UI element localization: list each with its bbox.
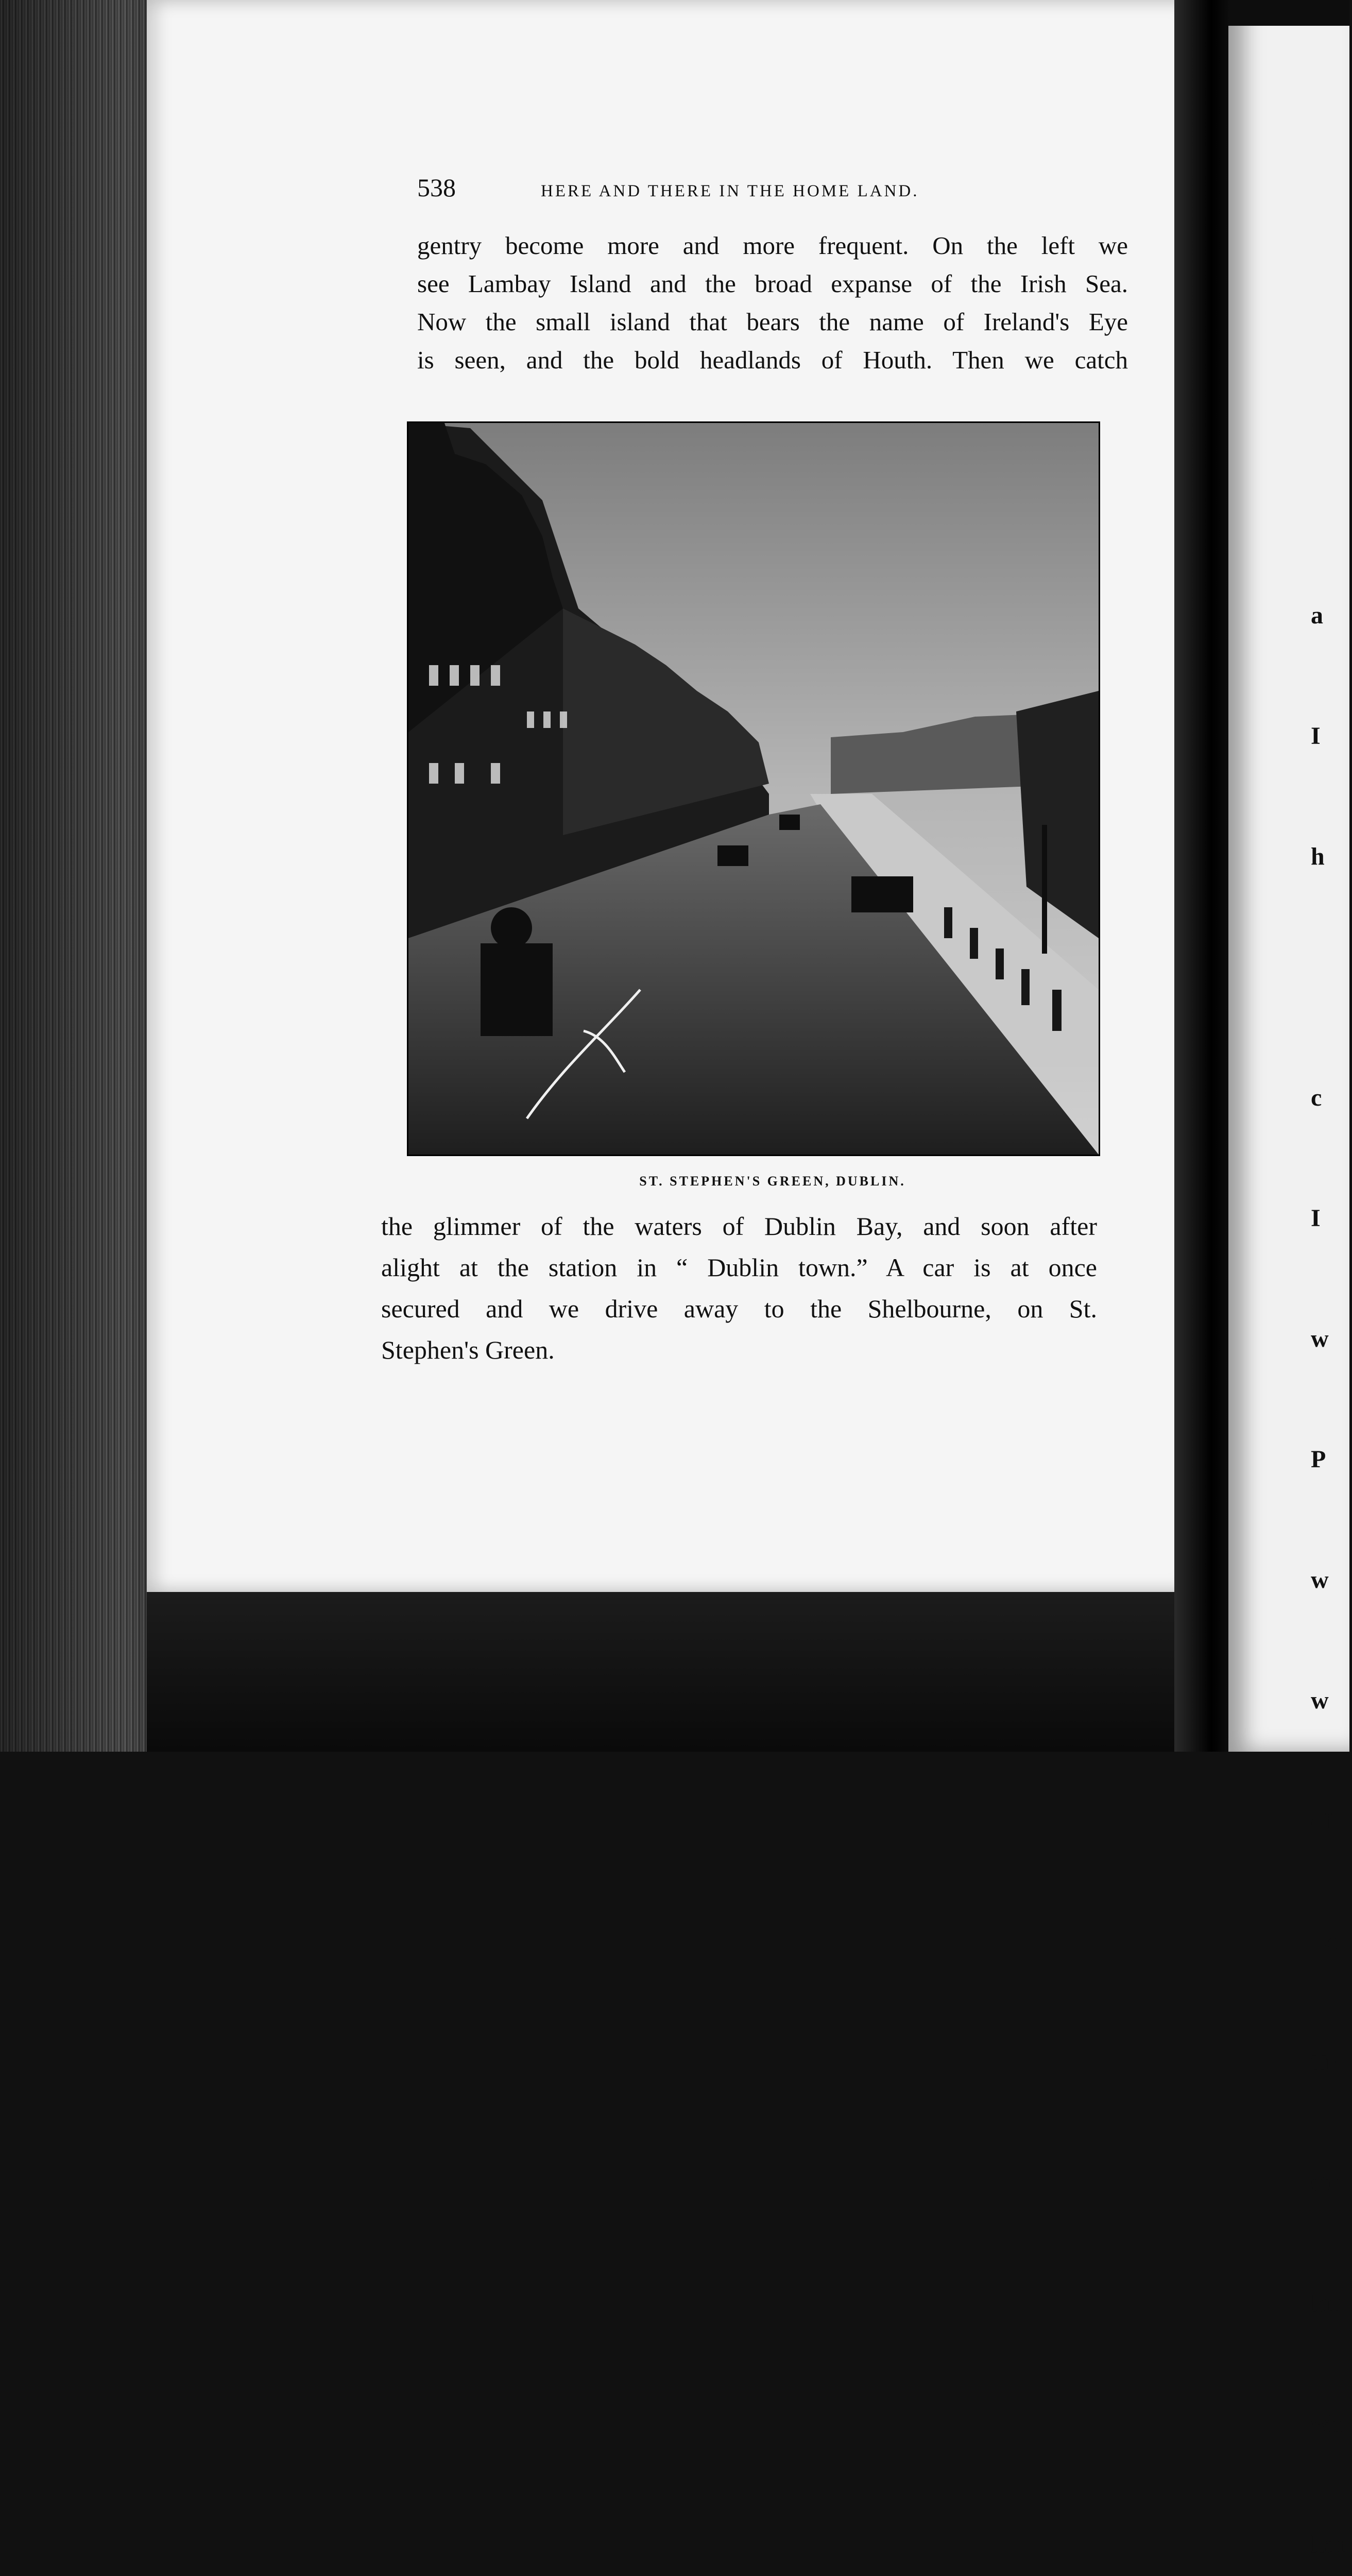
text-line: Stephen's Green. <box>381 1335 555 1364</box>
fragment-line: har <box>1311 2531 1348 2558</box>
fragment-line: of <box>1311 1807 1331 1835</box>
text-line: the glimmer of the waters of Dublin Bay, and soon after <box>381 1212 1097 1241</box>
body-text-top <box>417 227 1128 379</box>
fragment-line: w <box>1311 1687 1329 1714</box>
fragment-line: sto <box>1311 2169 1341 2196</box>
fragment-line: w <box>1311 1566 1329 1594</box>
body-text-bottom <box>381 1206 1097 1370</box>
photograph-st-stephens-green <box>407 421 1100 1156</box>
facing-page-text-fragments <box>1311 515 1352 2576</box>
fragment-line <box>1311 957 1352 997</box>
fragment-line: Tr <box>1311 2048 1337 2076</box>
running-title: HERE AND THERE IN THE HOME LAND. <box>541 182 919 200</box>
text-line: Now the small island that bears the name of Ireland's Eye <box>417 308 1128 336</box>
fragment-line: c <box>1311 1084 1322 1111</box>
page-bottom-shadow <box>147 1592 1208 1752</box>
fragment-line: lar <box>1311 2290 1341 2317</box>
street-scene-illustration <box>408 423 1099 1155</box>
text-line: see Lambay Island and the broad expanse of the Irish Sea. <box>417 269 1128 298</box>
fragment-line: h <box>1311 843 1325 870</box>
facing-page-top-shadow <box>1228 0 1349 26</box>
page-header <box>417 173 1138 204</box>
fragment-line: P <box>1311 1446 1326 1473</box>
text-line: alight at the station in “ Dublin town.” A car is at once <box>381 1253 1097 1282</box>
fragment-line: a <box>1311 602 1323 629</box>
text-line: gentry become more and more frequent. On the left we <box>417 231 1128 260</box>
fragment-line: Le <box>1311 1928 1339 1955</box>
fragment-line: I <box>1311 1205 1321 1232</box>
book-gutter <box>1174 0 1236 1752</box>
text-line: secured and we drive away to the Shelbourne, on St. <box>381 1294 1097 1323</box>
fragment-line: w <box>1311 1325 1329 1352</box>
figure-caption: ST. STEPHEN'S GREEN, DUBLIN. <box>639 1174 906 1189</box>
fragment-line: I <box>1311 722 1321 750</box>
page-number: 538 <box>417 173 456 202</box>
fragment-line: wh <box>1311 2410 1343 2437</box>
text-line: is seen, and the bold headlands of Houth. Then we catch <box>417 346 1128 374</box>
